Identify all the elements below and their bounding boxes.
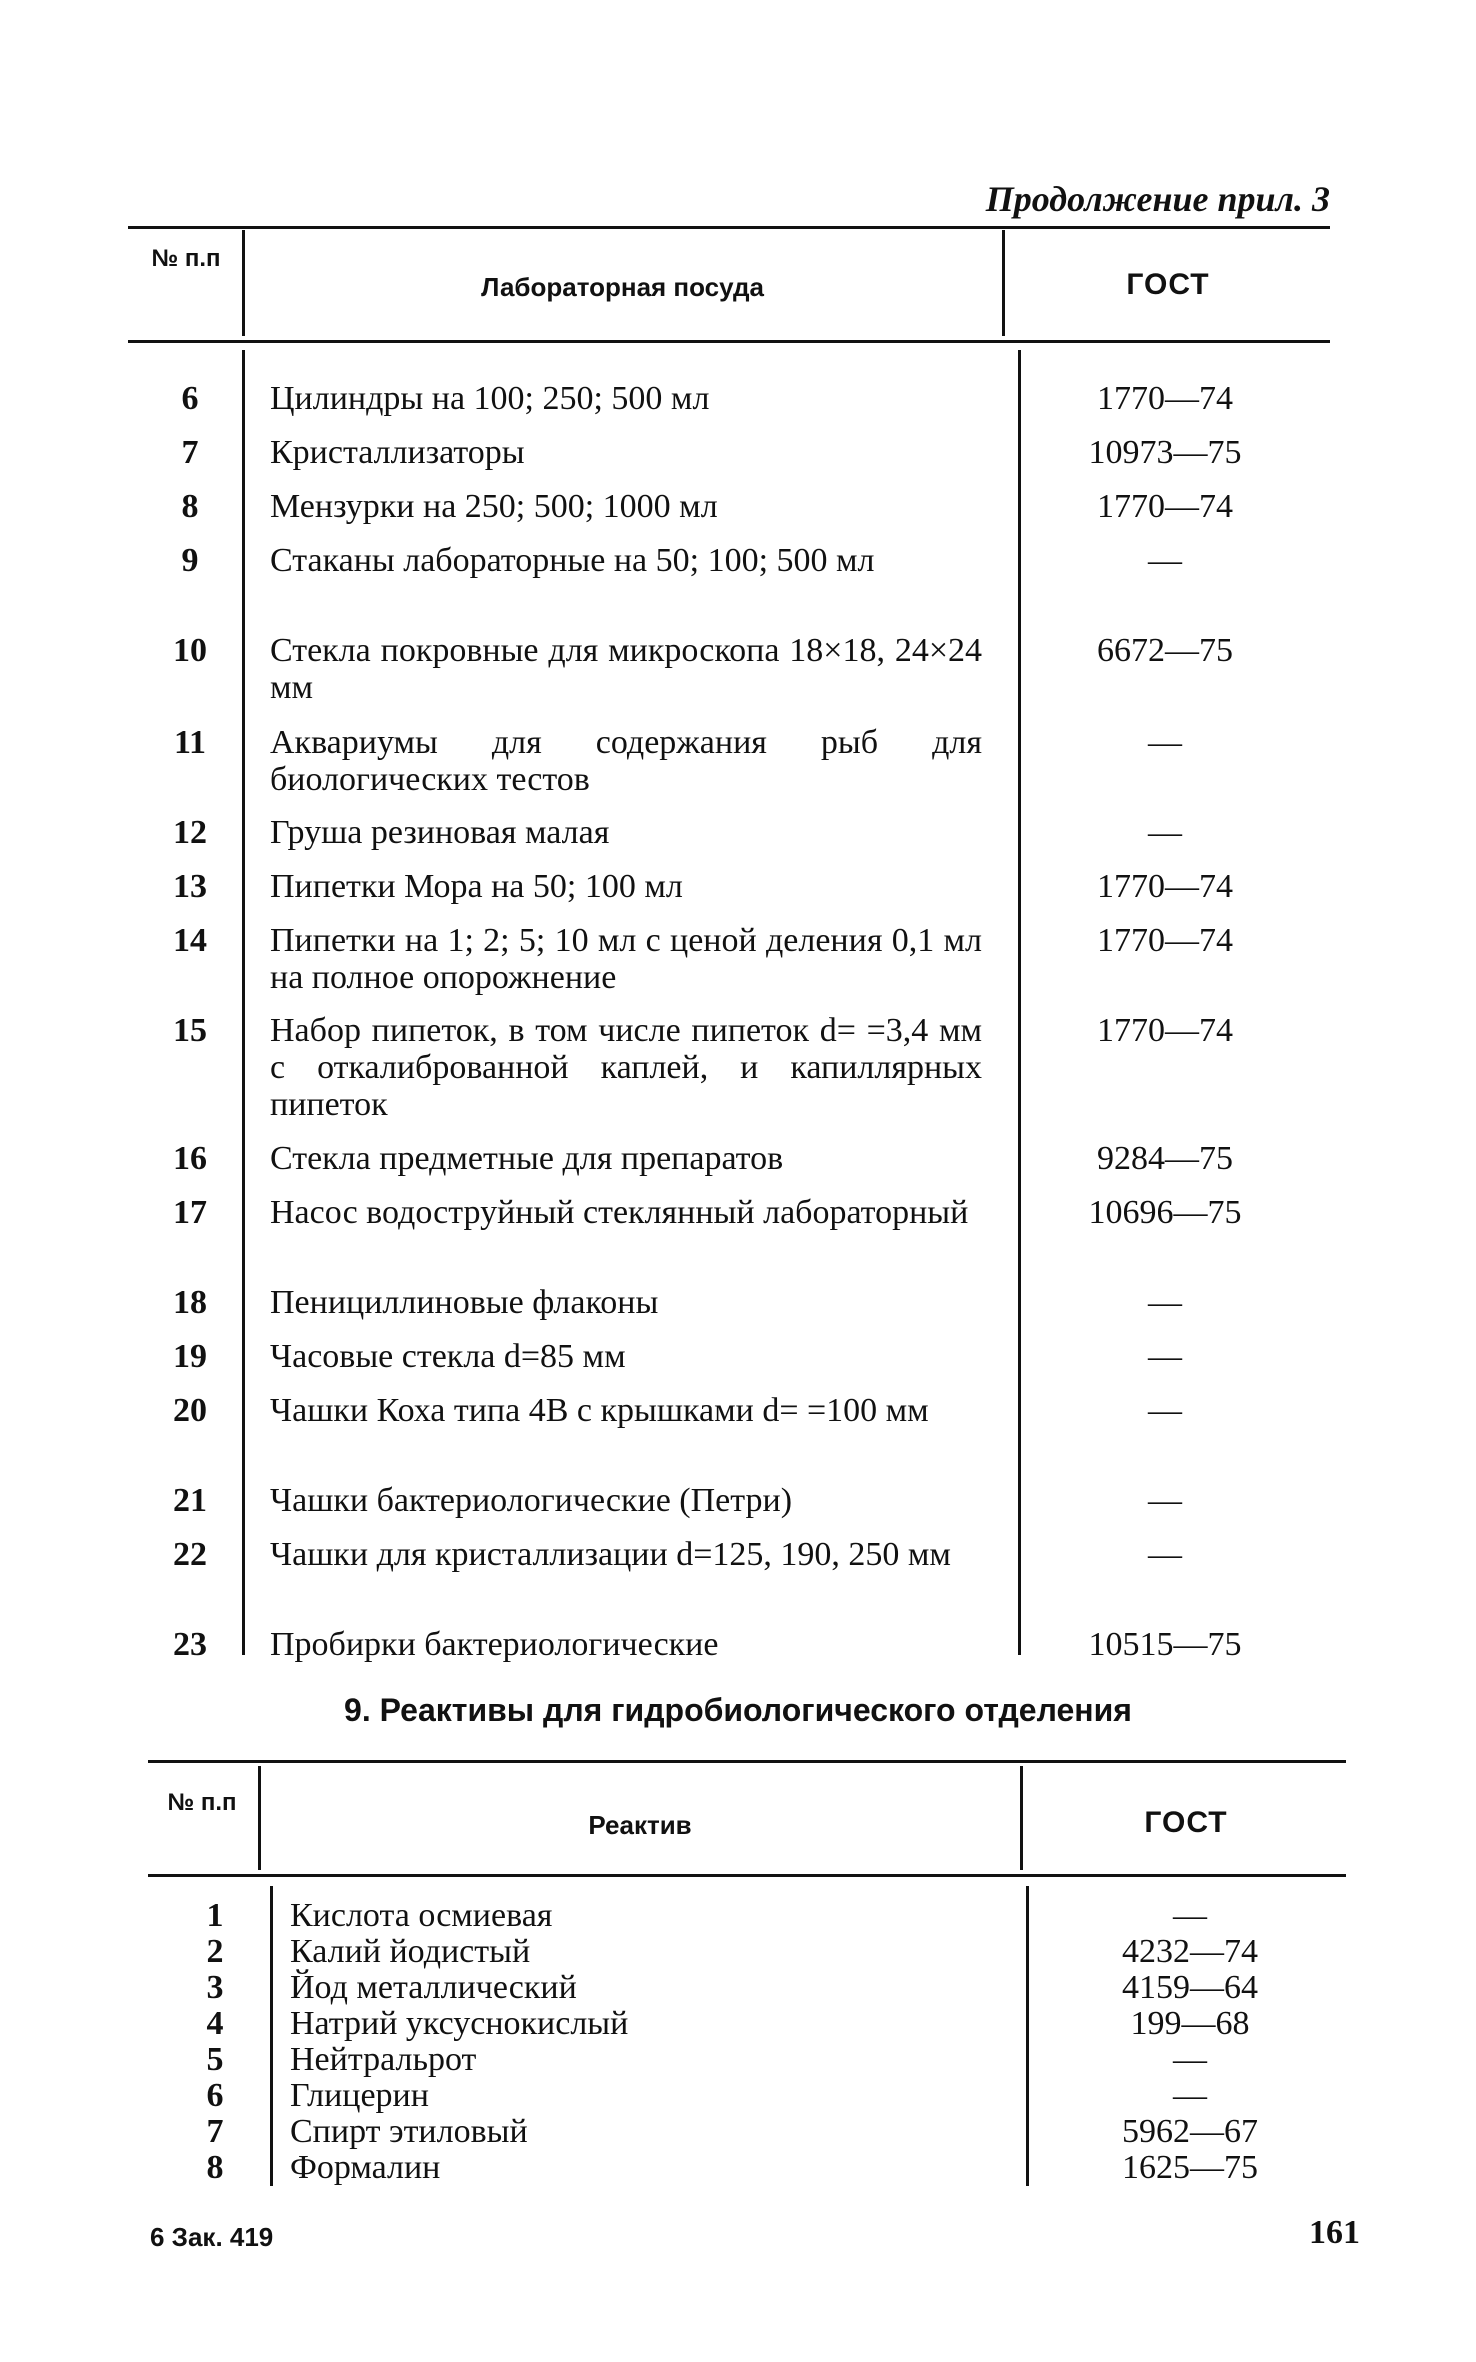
table1-header-gost: ГОСТ [1126,268,1210,301]
row-name: Чашки для кристаллизации d=125, 190, 250 мм [270,1536,951,1573]
row-name: Цилиндры на 100; 250; 500 мл [270,380,710,417]
row-num: 5 [206,2041,224,2078]
row-name: Стаканы лабораторные на 50; 100; 500 мл [270,542,875,579]
row-num: 13 [173,868,207,905]
table2-header-divider-2 [1020,1766,1023,1870]
table1-header-name: Лабораторная посуда [481,272,764,302]
table2-body-divider-1 [270,1886,273,2186]
row-num: 21 [173,1482,207,1519]
row-num: 2 [206,1933,224,1970]
table1-body-divider-2 [1018,350,1021,1655]
row-num: 18 [173,1284,207,1321]
row-gost: 199—68 [1130,2005,1250,2042]
row-gost: 4232—74 [1122,1933,1258,1970]
row-gost: — [1148,814,1182,851]
row-name: Формалин [290,2149,441,2186]
row-gost: 1770—74 [1097,1012,1233,1049]
table1-header-divider-2 [1002,230,1005,336]
row-num: 23 [173,1626,207,1663]
row-gost: — [1173,2041,1207,2078]
row-gost: 4159—64 [1122,1969,1258,2006]
row-num: 10 [173,632,207,669]
table2-top-rule [148,1760,1346,1763]
row-name: Чашки Коха типа 4В с крышками d= =100 мм [270,1392,929,1429]
row-name: Груша резиновая малая [270,814,610,851]
row-gost: 5962—67 [1122,2113,1258,2150]
row-num: 3 [206,1969,224,2006]
row-num: 7 [181,434,199,471]
row-gost: — [1173,1897,1207,1934]
row-name: Аквариумы для содержания рыб для биологических тестов [270,724,982,798]
row-gost: 1770—74 [1097,922,1233,959]
row-gost: — [1148,1284,1182,1321]
row-gost: 6672—75 [1097,632,1233,669]
table1-header-rule [128,340,1330,343]
table2-header-gost: ГОСТ [1144,1806,1228,1839]
table1-top-rule [128,226,1330,229]
row-gost: 1770—74 [1097,380,1233,417]
row-gost: — [1148,1482,1182,1519]
row-num: 8 [181,488,199,525]
table1-body-divider-1 [242,350,245,1655]
row-num: 4 [206,2005,224,2042]
table1-header-divider-1 [242,230,245,336]
row-num: 8 [206,2149,224,2186]
table1-header-num: № п.п [151,245,221,272]
continuation-caption: Продолжение прил. 3 [985,179,1330,219]
row-num: 9 [181,542,199,579]
row-name: Чашки бактериологические (Петри) [270,1482,793,1519]
row-gost: 9284—75 [1097,1140,1233,1177]
row-num: 20 [173,1392,207,1429]
row-name: Пенициллиновые флаконы [270,1284,659,1321]
row-num: 6 [206,2077,224,2114]
row-num: 17 [173,1194,207,1231]
row-name: Мензурки на 250; 500; 1000 мл [270,488,718,525]
section-title: 9. Реактивы для гидробиологического отделения [344,1692,1132,1728]
row-num: 22 [173,1536,207,1573]
row-num: 6 [181,380,199,417]
page-number: 161 [1309,2214,1360,2251]
table2-header-divider-1 [258,1766,261,1870]
row-num: 19 [173,1338,207,1375]
row-name: Пипетки Мора на 50; 100 мл [270,868,683,905]
row-gost: — [1148,1392,1182,1429]
table2-header-num: № п.п [167,1789,237,1816]
row-num: 16 [173,1140,207,1177]
row-name: Калий йодистый [290,1933,531,1970]
table2-header-name: Реактив [588,1810,692,1840]
row-gost: — [1148,1536,1182,1573]
row-gost: — [1148,1338,1182,1375]
row-gost: 1770—74 [1097,488,1233,525]
row-name: Нейтральрот [290,2041,477,2078]
row-gost: — [1148,724,1182,761]
row-name: Стекла предметные для препаратов [270,1140,784,1177]
row-name: Часовые стекла d=85 мм [270,1338,626,1375]
row-name: Набор пипеток, в том числе пипеток d= =3,4 мм с откалиброванной каплей, и капиллярных пипеток [270,1012,982,1123]
row-gost: 10973—75 [1088,434,1242,471]
row-num: 14 [173,922,207,959]
row-num: 1 [206,1897,224,1934]
table2-body-divider-2 [1026,1886,1029,2186]
row-gost: 1625—75 [1122,2149,1258,2186]
row-num: 15 [173,1012,207,1049]
row-name: Глицерин [290,2077,429,2114]
row-num: 7 [206,2113,224,2150]
row-gost: — [1173,2077,1207,2114]
row-name: Пипетки на 1; 2; 5; 10 мл с ценой деления 0,1 мл на полное опорожнение [270,922,982,996]
row-name: Кислота осмиевая [290,1897,553,1934]
table2-header-rule [148,1874,1346,1877]
row-name: Стекла покровные для микроскопа 18×18, 24×24 мм [270,632,982,706]
row-gost: 1770—74 [1097,868,1233,905]
row-gost: — [1148,542,1182,579]
row-num: 11 [173,724,207,761]
row-num: 12 [173,814,207,851]
order-number: 6 Зак. 419 [150,2222,274,2252]
row-name: Пробирки бактериологические [270,1626,719,1663]
row-name: Спирт этиловый [290,2113,528,2150]
row-name: Йод металлический [290,1969,577,2006]
row-name: Кристаллизаторы [270,434,525,471]
row-name: Натрий уксуснокислый [290,2005,629,2042]
row-name: Насос водоструйный стеклянный лабораторный [270,1194,969,1231]
row-gost: 10515—75 [1088,1626,1242,1663]
row-gost: 10696—75 [1088,1194,1242,1231]
